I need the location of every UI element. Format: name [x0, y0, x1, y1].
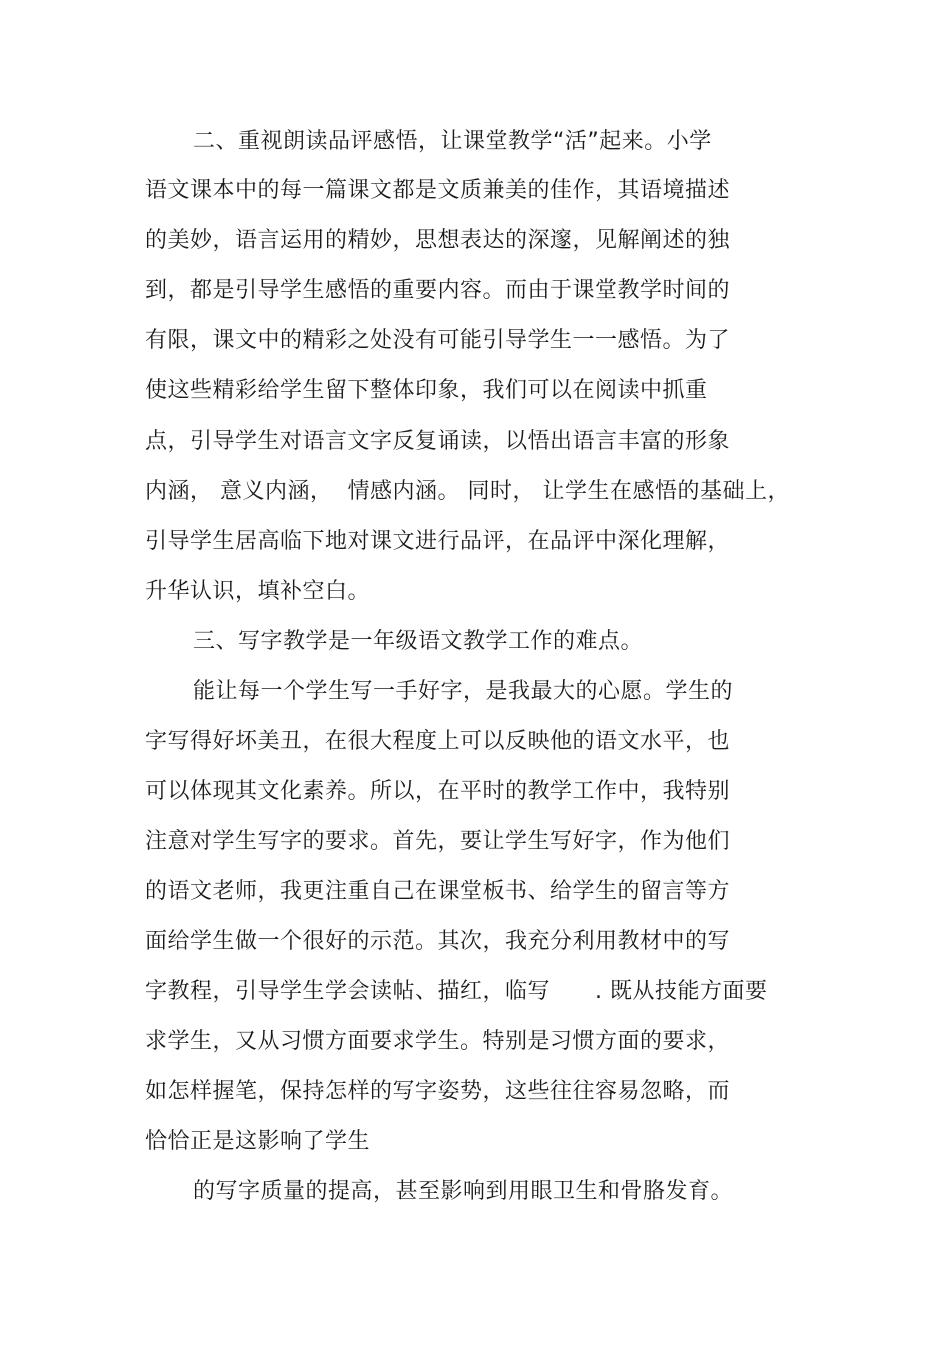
- paragraph-line: 求学生，又从习惯方面要求学生。特别是习惯方面的要求，: [145, 1029, 731, 1054]
- section-heading: 三、写字教学是一年级语文教学工作的难点。: [193, 629, 644, 654]
- paragraph-line: 二、重视朗读品评感悟，让课堂教学“活”起来。小学: [193, 129, 712, 154]
- paragraph-line: 升华认识，填补空白。: [145, 579, 371, 604]
- paragraph-line: 内涵， 意义内涵， 情感内涵。 同时， 让学生在感悟的基础上，: [145, 479, 790, 504]
- paragraph-line: 可以体现其文化素养。所以，在平时的教学工作中，我特别: [145, 779, 731, 804]
- paragraph-line: 的美妙，语言运用的精妙，思想表达的深邃，见解阐述的独: [145, 228, 731, 253]
- paragraph-line: 注意对学生写字的要求。首先，要让学生写好字，作为他们: [145, 829, 731, 854]
- paragraph-line: 点，引导学生对语言文字反复诵读，以悟出语言丰富的形象: [145, 429, 731, 454]
- paragraph-line: 能让每一个学生写一手好字，是我最大的心愿。学生的: [193, 679, 734, 704]
- paragraph-line: 字教程，引导学生学会读帖、描红，临写 . 既从技能方面要: [145, 979, 768, 1004]
- paragraph-line: 如怎样握笔，保持怎样的写字姿势，这些往往容易忽略，而: [145, 1079, 731, 1104]
- paragraph-line: 的语文老师，我更注重自己在课堂板书、给学生的留言等方: [145, 879, 731, 904]
- paragraph-line: 使这些精彩给学生留下整体印象，我们可以在阅读中抓重: [145, 378, 708, 403]
- paragraph-line: 到，都是引导学生感悟的重要内容。而由于课堂教学时间的: [145, 278, 731, 303]
- paragraph-line: 恰恰正是这影响了学生: [145, 1129, 371, 1154]
- paragraph-line: 字写得好坏美丑，在很大程度上可以反映他的语文水平，也: [145, 729, 731, 754]
- paragraph-line: 引导学生居高临下地对课文进行品评，在品评中深化理解，: [145, 529, 731, 554]
- paragraph-line: 语文课本中的每一篇课文都是文质兼美的佳作，其语境描述: [145, 178, 731, 203]
- paragraph-line: 的写字质量的提高，甚至影响到用眼卫生和骨胳发育。: [193, 1179, 734, 1204]
- paragraph-line: 有限，课文中的精彩之处没有可能引导学生一一感悟。为了: [145, 328, 731, 353]
- paragraph-line: 面给学生做一个很好的示范。其次，我充分利用教材中的写: [145, 929, 731, 954]
